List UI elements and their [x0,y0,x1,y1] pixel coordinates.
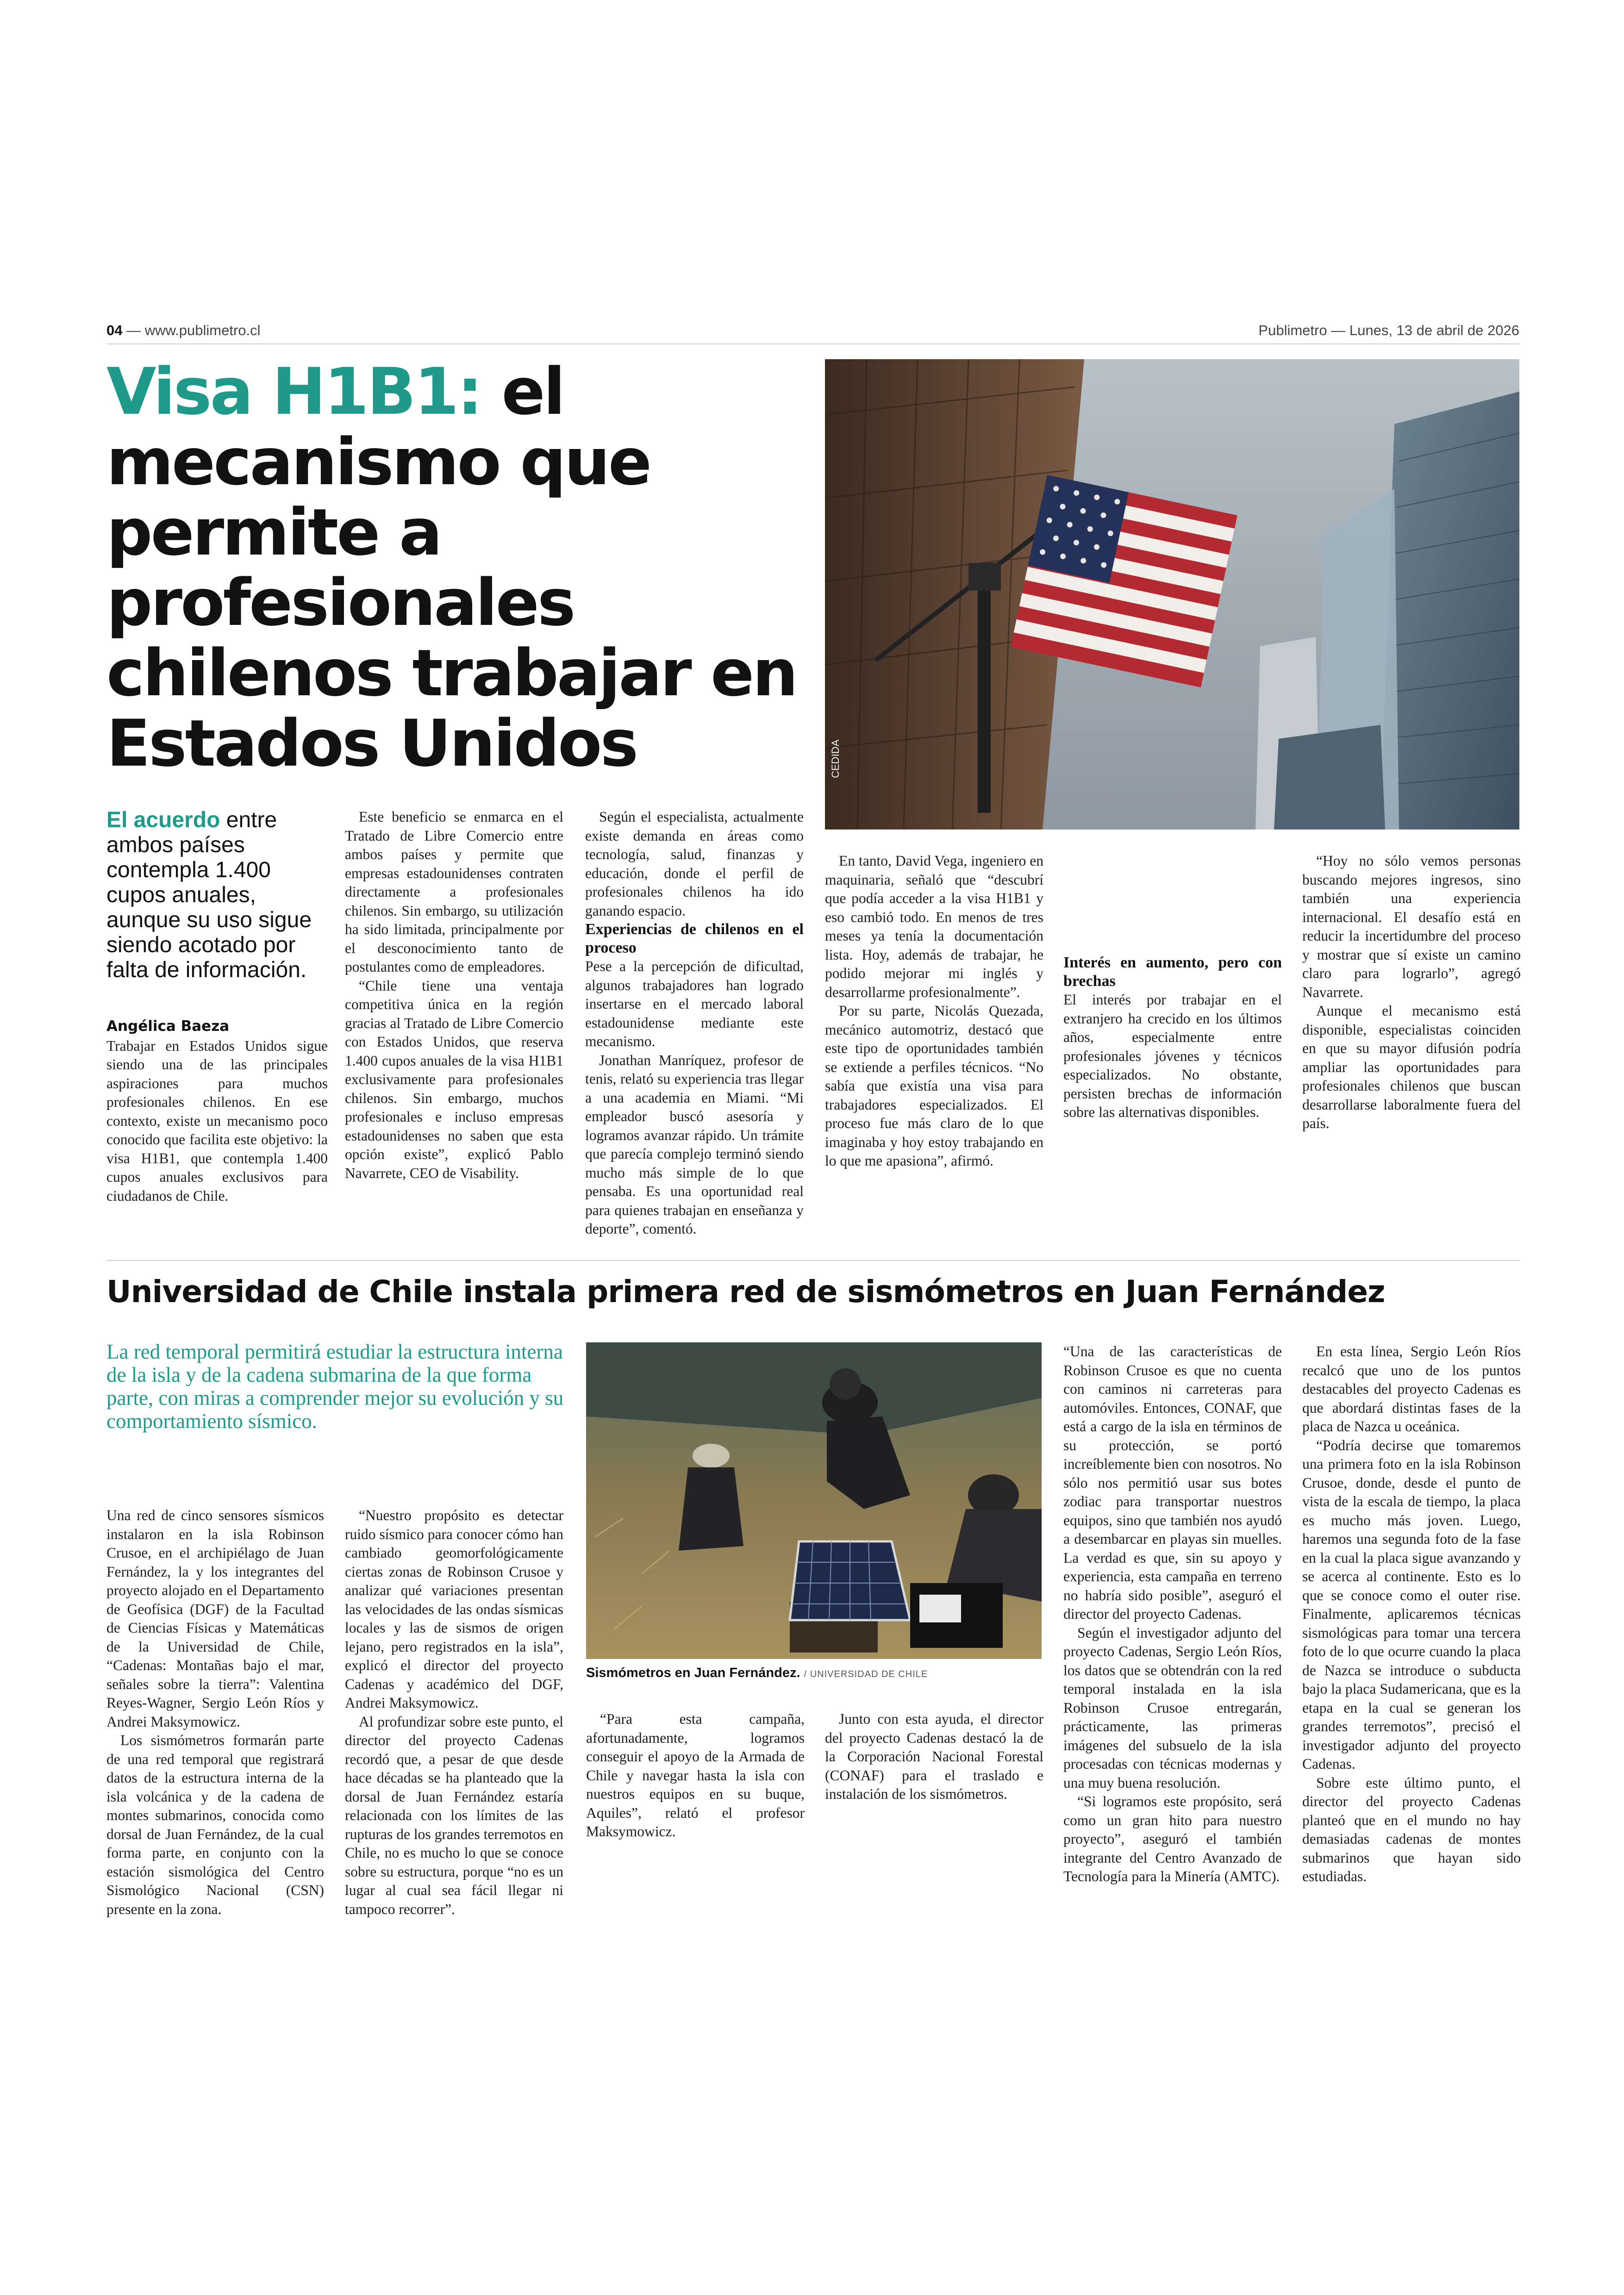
paragraph: Según el investigador adjunto del proyecto Cadenas, Sergio León Ríos, los datos que se obtendrán con la red temporal instalada en la isla Robinson Crusoe entregarán, prácticamente, las primeras imágenes del subsuelo de la isla procesadas con técnicas modernas y una muy buena resolución. [1063,1624,1282,1791]
article2-col6 [1302,1342,1521,1886]
subhead: Experiencias de chilenos en el proceso [585,921,804,956]
header-rule [106,343,1519,344]
paragraph: Los sismómetros formarán parte de una red temporal que registrará datos de la estructura interna de la isla volcánica y de la cadena de montes submarinos, conocida como dorsal de Juan Fernández, de la cual forma parte, en conjunto con la estación sismológica del Centro Sismológico Nacional (CSN) presente en la zona. [106,1732,324,1917]
article1-headline [106,356,829,779]
caption-credit: / UNIVERSIDAD DE CHILE [804,1669,928,1679]
article1-col3 [585,808,804,1239]
running-head-right [1258,322,1519,339]
paragraph: Sobre este último punto, el director del proyecto Cadenas planteó que en el mundo no hay demasiadas cadenas de montes submarinos que hayan sido estudiadas. [1302,1774,1521,1884]
paragraph: Pese a la percepción de dificultad, algunos trabajadores han logrado insertarse en el mercado laboral estadounidense mediante este mecanismo. [585,958,804,1049]
paragraph: Junto con esta ayuda, el director del proyecto Cadenas destacó la de la Corporación Nacional Forestal (CONAF) para el traslado e instalación de los sismómetros. [825,1711,1043,1802]
byline: Angélica Baeza [106,1018,230,1035]
article1-col1 [106,1017,328,1205]
photo-credit: CEDIDA [830,739,841,778]
article1-col6 [1302,852,1521,1133]
article-divider [106,1260,1519,1261]
intro-accent: El acuerdo [106,808,220,832]
running-head-left [106,322,261,339]
paragraph: Trabajar en Estados Unidos sigue siendo una de las principales aspiraciones para muchos profesionales chilenos. En ese contexto, existe un mecanismo poco conocido que facilita este objetivo: la visa H1B1, que contempla 1.400 cupos anuales exclusivos para ciudadanos de Chile. [106,1037,328,1204]
headline-rest: el mecanismo que permite a profesionales chilenos trabajar en Estados Unidos [106,354,797,781]
paragraph: En tanto, David Vega, ingeniero en maquinaria, señaló que “descubrí que podía acceder a la visa H1B1 y eso cambió todo. En menos de tres meses ya tenía la documentación lista. Hoy, además de trabajar, he podido mejorar mi inglés y desarrollarme profesionalmente”. [825,853,1043,1000]
page-number: 04 [106,322,123,338]
paragraph: “Nuestro propósito es detectar ruido sísmico para conocer cómo han cambiado geomorfológicamente ciertas zonas de Robinson Crusoe y analizar qué variaciones presentan las velocidades de las ondas sísmicas locales y las de sismos de origen lejano, pero registrados en la isla”, explicó el director del proyecto Cadenas y académico del DGF, Andrei Maksymowicz. [345,1507,563,1711]
paragraph: “Una de las características de Robinson Crusoe es que no cuenta con caminos ni carreteras para automóviles. Entonces, CONAF, que está a cargo de la isla en términos de su protección, se portó increíblemente bien con nosotros. No sólo nos permitió usar sus botes zodiac para transportar nuestros equipos, sino que también nos ayudó a desembarcar en playas sin muelles. La verdad es que, sin su apoyo y experiencia, esta campaña en terreno no habría sido posible”, aseguró el director del proyecto Cadenas. [1063,1343,1282,1622]
article2-col1 [106,1506,324,1919]
paragraph: El interés por trabajar en el extranjero ha crecido en los últimos años, especialmente entre profesionales jóvenes y técnicos especializados. No obstante, persisten brechas de información sobre las alternativas disponibles. [1063,992,1282,1120]
article2-col3 [586,1710,805,1841]
headline-accent: Visa H1B1: [106,354,481,429]
photo-caption [586,1665,1044,1681]
article1-col5 [1063,852,1282,1122]
paragraph: Jonathan Manríquez, profesor de tenis, relató su experiencia tras llegar a una academia en Miami. “Mi empleador buscó asesoría y logramos avanzar rápido. Un trámite que parecía complejo terminó siendo mucho más simple de lo que pensaba. Es una oportunidad real para quienes trabajan en enseñanza y deporte”, comentó. [585,1052,804,1237]
paragraph: “Si logramos este propósito, será como un gran hito para nuestro proyecto”, aseguró el también integrante del Centro Avanzado de Tecnología para la Minería (AMTC). [1063,1793,1282,1884]
subhead: Interés en aumento, pero con brechas [1063,954,1282,990]
website-link[interactable]: www.publimetro.cl [144,322,261,338]
article2-headline: Universidad de Chile instala primera red de sismómetros en Juan Fernández [106,1274,1385,1310]
rule-dash: — [126,322,145,338]
paragraph: “Chile tiene una ventaja competitiva única en la región gracias al Tratado de Libre Comercio con Estados Unidos, que reserva 1.400 cupos anuales de la visa H1B1 exclusivamente para profesionales chilenos. Sin embargo, muchos profesionales e incluso empresas estadounidenses no saben que esta opción existe”, explicó Pablo Navarrete, CEO de Visability. [345,977,563,1181]
article2-intro: La red temporal permitirá estudiar la estructura interna de la isla y de la cadena submarina de la que forma parte, con miras a comprender mejor su evolución y su comportamiento sísmico. [106,1340,564,1433]
seismometer-photo-illustration [586,1342,1042,1659]
article1-col2 [345,808,563,1183]
article2-col4 [825,1710,1043,1804]
publication-name: Publimetro [1258,322,1327,338]
article1-col4 [825,852,1043,1171]
article2-col2 [345,1506,563,1919]
intro-rest: entre ambos países contempla 1.400 cupos anuales, aunque su uso sigue siendo acotado por falta de información. [106,808,312,982]
caption-title: Sismómetros en Juan Fernández. [586,1665,800,1680]
article1-intro [106,808,333,983]
paragraph: “Hoy no sólo vemos personas buscando mejores ingresos, sino también una experiencia internacional. El desafío está en reducir la incertidumbre del proceso y mostrar que sí existe un camino claro para lograrlo”, agregó Navarrete. [1302,853,1521,1000]
article2-col5 [1063,1342,1282,1886]
issue-date: Lunes, 13 de abril de 2026 [1349,322,1519,338]
flag-photo-illustration [825,359,1519,829]
paragraph: Una red de cinco sensores sísmicos instalaron en la isla Robinson Crusoe, en el archipiélago de Juan Fernández, la y los integrantes del proyecto alojado en el Departamento de Geofísica (DGF) de la Facultad de Ciencias Físicas y Matemáticas de la Universidad de Chile, “Cadenas: Montañas bajo el mar, señales sobre la tierra”: Valentina Reyes-Wagner, Sergio León Ríos y Andrei Maksymowicz. [106,1507,324,1730]
paragraph: Este beneficio se enmarca en el Tratado de Libre Comercio entre ambos países y permite que empresas estadounidenses contraten directamente a profesionales chilenos. Sin embargo, su utilización ha sido limitada, principalmente por el desconocimiento tanto de postulantes como de empleadores. [345,809,563,975]
paragraph: Aunque el mecanismo está disponible, especialistas coinciden en que su mayor difusión podría ampliar las oportunidades para profesionales chilenos que buscan desarrollarse laboralmente fuera del país. [1302,1003,1521,1131]
paragraph: Al profundizar sobre este punto, el director del proyecto Cadenas recordó que, a pesar de que desde hace décadas se ha planteado que la dorsal de Juan Fernández estaría relacionada con los límites de las rupturas de los grandes terremotos en Chile, no es mucho lo que se conoce sobre su estructura, porque “no es un lugar al cual sea fácil llegar ni tampoco recorrer”. [345,1713,563,1917]
paragraph: “Podría decirse que tomaremos una primera foto en la isla Robinson Crusoe, donde, desde el punto de vista de la escala de tiempo, la placa es mucho más joven. Luego, haremos una segunda foto de la fase en la cual la placa sigue avanzando y se acerca al continente. Esto es lo que se conoce como el outer rise. Finalmente, aplicaremos técnicas sismológicas para tomar una tercera foto de lo que ocurre cuando la placa de Nazca se introduce o subducta bajo la placa Sudamericana, que es la etapa en la cual se generan los grandes terremotos”, precisó el investigador adjunto del proyecto Cadenas. [1302,1437,1521,1772]
paragraph: Según el especialista, actualmente existe demanda en áreas como tecnología, salud, finanzas y educación, donde el perfil de profesionales chilenos ha ido ganando espacio. [585,809,804,919]
flag-photo [825,359,1519,829]
paragraph: En esta línea, Sergio León Ríos recalcó que uno de los puntos destacables del proyecto Cadenas es que abordará distintas fases de la placa de Nazca u oceánica. [1302,1343,1521,1434]
paragraph: Por su parte, Nicolás Quezada, mecánico automotriz, destacó que este tipo de oportunidades también se extiende a perfiles técnicos. “No sabía que existía una visa para trabajadores especializados. El proceso fue más claro de lo que imaginaba y hoy estoy trabajando en lo que me apasiona”, afirmó. [825,1003,1043,1169]
paragraph: “Para esta campaña, afortunadamente, logramos conseguir el apoyo de la Armada de Chile y navegar hasta la isla con nuestros equipos en su buque, Aquiles”, relató el profesor Maksymowicz. [586,1711,805,1840]
seismometer-photo [586,1342,1042,1659]
rule-dash: — [1331,322,1349,338]
